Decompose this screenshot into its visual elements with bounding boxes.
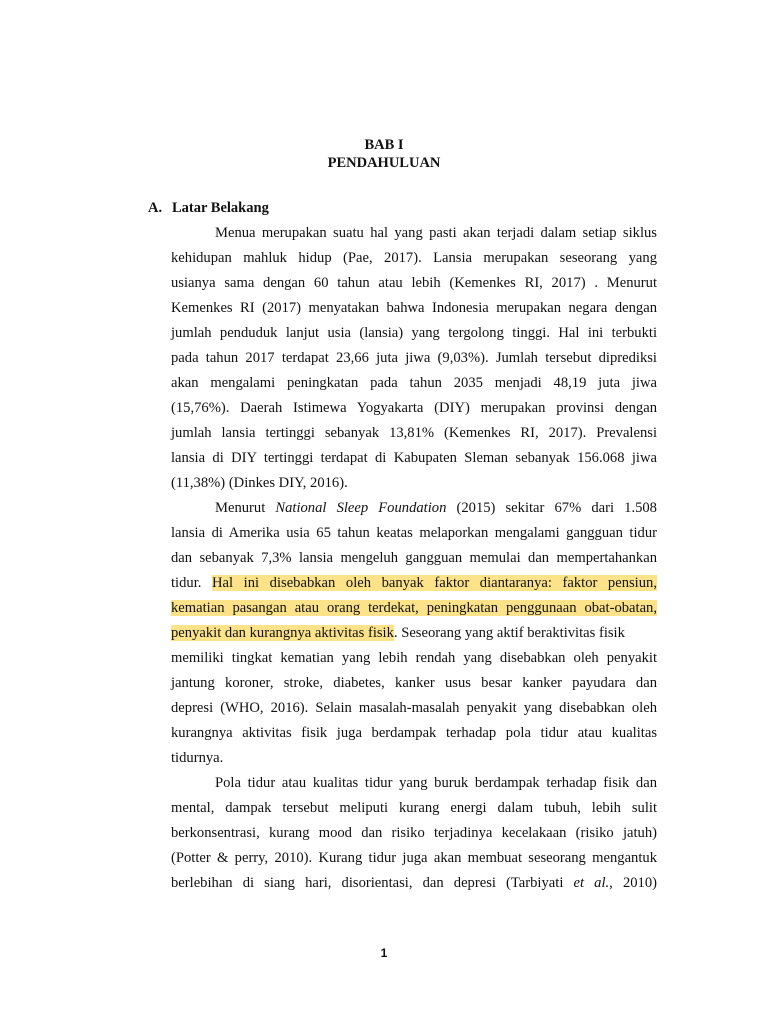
chapter-label: BAB I [364,137,404,153]
paragraph-line: jumlah lansia tertinggi sebanyak 13,81% (Kemenkes RI, 2017). Prevalensi [171,425,657,441]
italic-term: National Sleep Foundation [275,500,447,516]
paragraph-line: tidurnya. [171,750,224,766]
paragraph-line: pada tahun 2017 terdapat 23,66 juta jiwa (9,03%). Jumlah tersebut diprediksi [171,350,657,366]
highlighted-text: kematian pasangan atau orang terdekat, peningkatan penggunaan obat-obatan, [171,600,657,616]
paragraph-line [171,571,657,596]
paragraph-line: (11,38%) (Dinkes DIY, 2016). [171,475,348,491]
paragraph-line [171,596,657,621]
section-number: A. [148,200,163,216]
section-title: Latar Belakang [172,200,269,216]
paragraph-line: Kemenkes RI (2017) menyatakan bahwa Indonesia merupakan negara dengan [171,300,657,316]
paragraph-line: (Potter & perry, 2010). Kurang tidur juga akan membuat seseorang mengantuk [171,850,657,866]
paragraph-line: jantung koroner, stroke, diabetes, kanker usus besar kanker payudara dan [171,675,657,691]
paragraph-line: Menua merupakan suatu hal yang pasti akan terjadi dalam setiap siklus [215,225,657,241]
paragraph-line: memiliki tingkat kematian yang lebih rendah yang disebabkan oleh penyakit [171,650,657,666]
line-text: tidur. [171,575,202,591]
paragraph-line: dan sebanyak 7,3% lansia mengeluh gangguan memulai dan mempertahankan [171,550,657,566]
paragraph-line: akan mengalami peningkatan pada tahun 2035 menjadi 48,19 juta jiwa [171,375,657,391]
section-heading [148,200,269,217]
line-text: (2015) sekitar 67% dari 1.508 [456,500,657,516]
paragraph-line [171,871,657,896]
paragraph-line [171,621,657,646]
paragraph-line: lansia di Amerika usia 65 tahun keatas melaporkan mengalami gangguan tidur [171,525,657,541]
highlighted-text: penyakit dan kurangnya aktivitas fisik [171,625,394,641]
line-text: berlebihan di siang hari, disorientasi, dan depresi (Tarbiyati [171,875,564,891]
paragraph-line: jumlah penduduk lanjut usia (lansia) yang tergolong tinggi. Hal ini terbukti [171,325,657,341]
paragraph-line: lansia di DIY tertinggi terdapat di Kabupaten Sleman sebanyak 156.068 jiwa [171,450,657,466]
highlighted-text: Hal ini disebabkan oleh banyak faktor diantaranya: faktor pensiun, [212,575,657,591]
chapter-title: PENDAHULUAN [327,155,441,171]
paragraph-line: usianya sama dengan 60 tahun atau lebih (Kemenkes RI, 2017) . Menurut [171,275,657,291]
paragraph-line: Pola tidur atau kualitas tidur yang buruk berdampak terhadap fisik dan [215,775,657,791]
italic-term: et al., [573,875,613,891]
paragraph-line: (15,76%). Daerah Istimewa Yogyakarta (DIY) merupakan provinsi dengan [171,400,657,416]
paragraph-line: depresi (WHO, 2016). Selain masalah-masalah penyakit yang disebabkan oleh [171,700,657,716]
line-text: 2010) [622,875,657,891]
paragraph-line: mental, dampak tersebut meliputi kurang energi dalam tubuh, lebih sulit [171,800,657,816]
page-number: 1 [380,946,388,960]
paragraph-line: kurangnya aktivitas fisik juga berdampak terhadap pola tidur atau kualitas [171,725,657,741]
paragraph-line [215,496,657,521]
line-text: . Seseorang yang aktif beraktivitas fisik [393,625,625,641]
line-text: Menurut [215,500,266,516]
paragraph-line: berkonsentrasi, kurang mood dan risiko terjadinya kecelakaan (risiko jatuh) [171,825,657,841]
paragraph-line: kehidupan mahluk hidup (Pae, 2017). Lansia merupakan seseorang yang [171,250,657,266]
